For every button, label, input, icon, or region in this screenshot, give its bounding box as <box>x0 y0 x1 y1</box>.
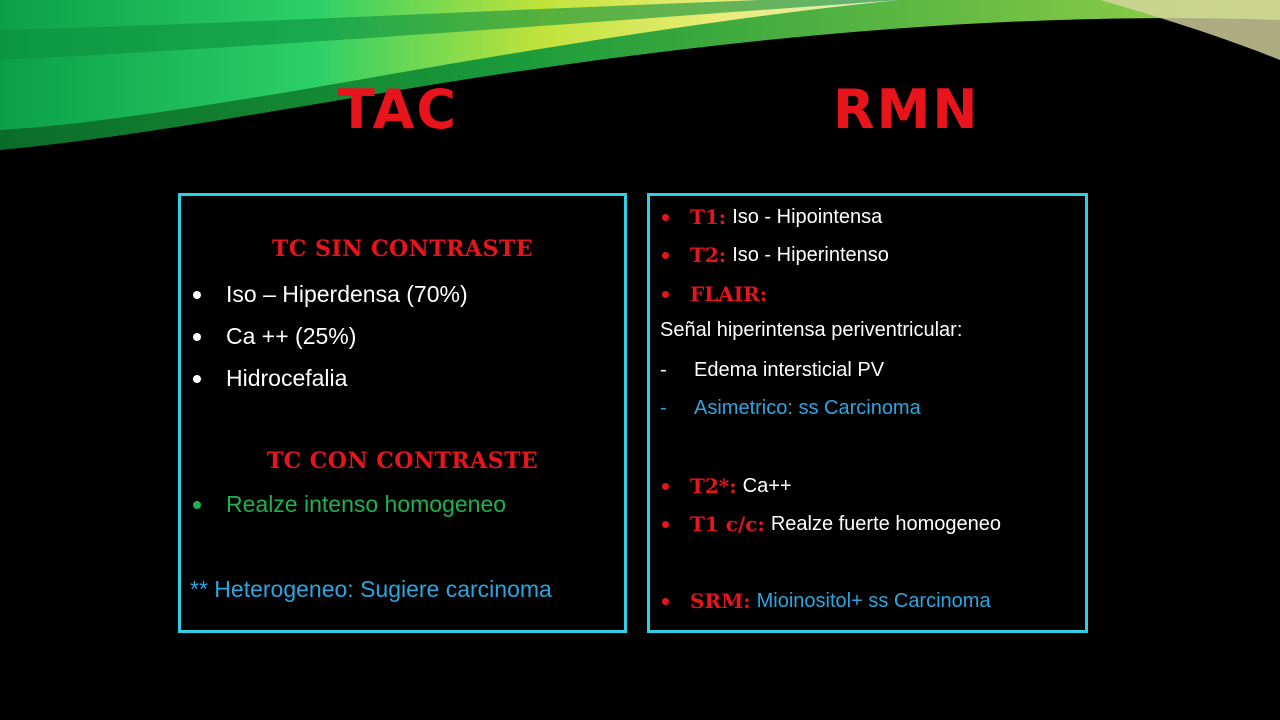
list-item-text: Realze intenso homogeneo <box>226 491 507 517</box>
bullet-icon <box>662 483 669 490</box>
tc-con-contraste-heading: TC CON CONTRASTE <box>266 448 539 474</box>
list-item <box>191 323 356 350</box>
t1cc-key: T1 c/c: <box>690 512 765 536</box>
tc-sin-contraste-heading: TC SIN CONTRASTE <box>271 236 534 262</box>
srm-key: SRM: <box>690 589 751 613</box>
t2star-key: T2*: <box>690 474 737 498</box>
rmn-box <box>647 193 1088 633</box>
list-item-srm <box>660 589 991 613</box>
bullet-icon <box>662 291 669 298</box>
title-tac: TAC <box>338 78 459 141</box>
title-rmn: RMN <box>833 78 980 141</box>
bullet-icon <box>193 501 201 509</box>
bullet-icon <box>193 291 201 299</box>
list-item <box>191 281 468 308</box>
t1-key: T1: <box>690 205 727 229</box>
bullet-icon <box>662 598 669 605</box>
decorative-swoosh <box>0 0 1280 170</box>
tac-box <box>178 193 627 633</box>
t2-key: T2: <box>690 243 727 267</box>
t2-value: Iso - Hiperintenso <box>732 243 889 266</box>
t2star-value: Ca++ <box>742 474 792 497</box>
list-item-text: Iso – Hiperdensa (70%) <box>226 281 468 307</box>
list-item <box>191 491 506 518</box>
dash-item-text: Asimetrico: ss Carcinoma <box>694 397 921 419</box>
bullet-icon <box>662 252 669 259</box>
t1cc-value: Realze fuerte homogeneo <box>770 512 1001 535</box>
dash-item <box>660 359 884 382</box>
srm-value: Mioinositol+ ss Carcinoma <box>756 589 991 612</box>
bullet-icon <box>662 521 669 528</box>
bullet-icon <box>662 214 669 221</box>
t1-value: Iso - Hipointensa <box>732 205 883 228</box>
list-item-t2 <box>660 243 889 267</box>
list-item-t2star <box>660 474 792 498</box>
list-item-t1cc <box>660 512 1001 536</box>
list-item-text: Hidrocefalia <box>226 365 348 391</box>
bullet-icon <box>193 375 201 383</box>
dash-mark: - <box>660 397 667 419</box>
list-item-text: Ca ++ (25%) <box>226 323 357 349</box>
dash-item <box>660 397 921 420</box>
list-item <box>191 365 347 392</box>
note-text: ** Heterogeneo: Sugiere carcinoma <box>190 576 552 602</box>
list-item-t1 <box>660 205 882 229</box>
note-heterogeneo <box>190 576 552 603</box>
dash-item-text: Edema intersticial PV <box>694 359 885 381</box>
bullet-icon <box>193 333 201 341</box>
flair-key: FLAIR: <box>690 282 768 306</box>
list-item-flair <box>660 282 773 306</box>
dash-mark: - <box>660 359 667 381</box>
flair-description: Señal hiperintensa periventricular: <box>660 319 963 341</box>
